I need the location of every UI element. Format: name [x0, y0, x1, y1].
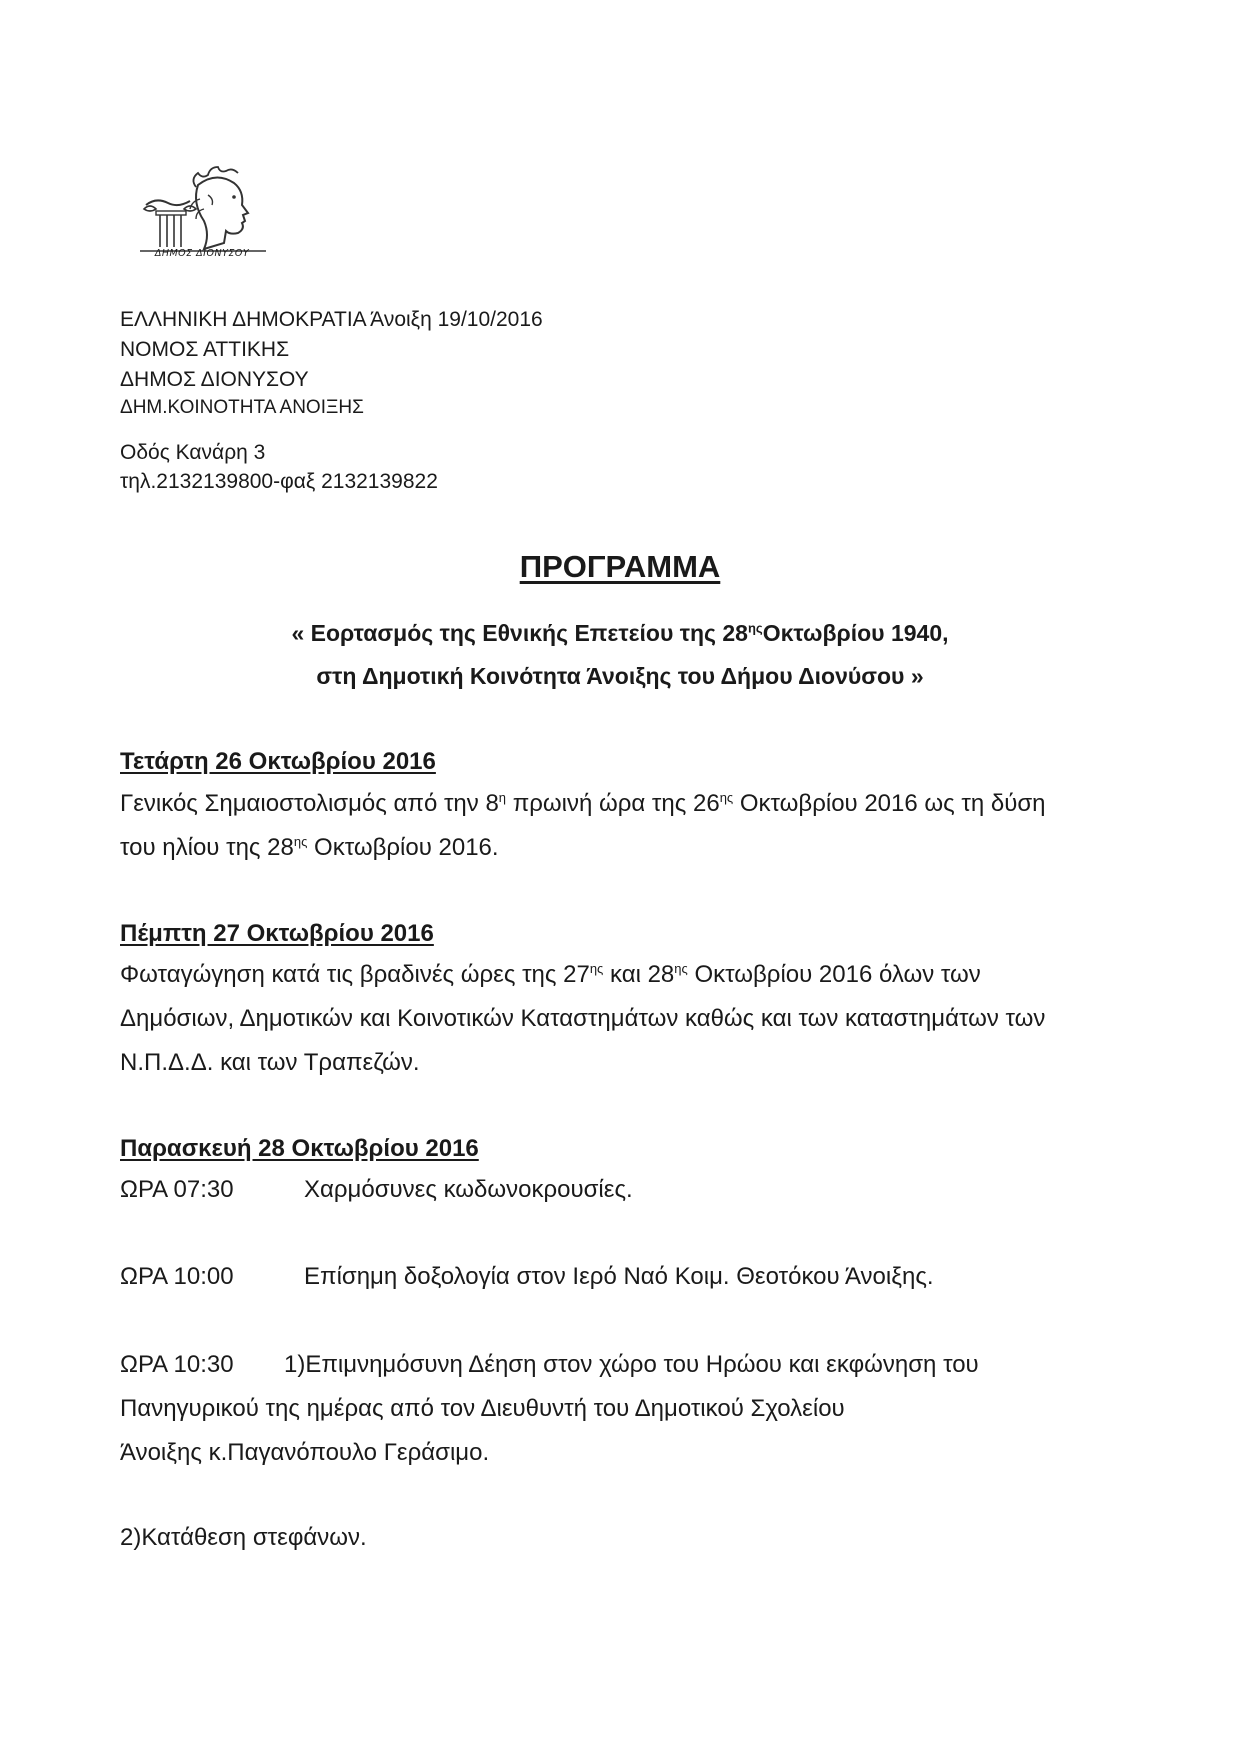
day2-t3: Οκτωβρίου 2016 όλων των [687, 961, 981, 988]
event3-time: ΩΡΑ 10:30 [120, 1351, 234, 1378]
event1-time: ΩΡΑ 07:30 [120, 1176, 234, 1203]
page-title: ΠΡΟΓΡΑΜΜΑ [519, 549, 721, 584]
day2-line3: Ν.Π.Δ.Δ. και των Τραπεζών. [120, 1049, 420, 1076]
day3-event-2 [120, 1255, 1100, 1299]
day2-s1: ης [589, 961, 604, 976]
header-line-4: ΔΗΜ.ΚΟΙΝΟΤΗΤΑ ΑΝΟΙΞΗΣ [120, 397, 364, 418]
day3-event-1 [120, 1168, 1100, 1212]
event2-text: Επίσημη δοξολογία στον Ιερό Ναό Κοιμ. Θεοτόκου Άνοιξης. [304, 1263, 934, 1290]
day2-text [120, 953, 1100, 1085]
subtitle-line-1 [0, 620, 1240, 647]
day1-t2: πρωινή ώρα της 26 [506, 790, 720, 817]
day2-t2: και 28 [603, 961, 675, 988]
day1-t3: Οκτωβρίου 2016 ως τη δύση [733, 790, 1046, 817]
logo-caption: ΔΗΜΟΣ ΔΙΟΝΥΣΟΥ [154, 248, 250, 259]
header-phone: τηλ.2132139800-φαξ 2132139822 [120, 470, 438, 493]
header-address: Οδός Κανάρη 3 [120, 441, 266, 464]
day1-text [120, 782, 1100, 870]
day1-heading: Τετάρτη 26 Οκτωβρίου 2016 [120, 748, 436, 775]
event3-text: 1)Επιμνημόσυνη Δέηση στον χώρο του Ηρώου και εκφώνηση του [284, 1351, 979, 1378]
day2-line2: Δημόσιων, Δημοτικών και Κοινοτικών Καταστημάτων καθώς και των καταστημάτων των [120, 1005, 1046, 1032]
day3-event-3 [120, 1343, 1100, 1475]
event3-line2: Πανηγυρικού της ημέρας από τον Διευθυντή του Δημοτικού Σχολείου [120, 1395, 845, 1422]
subtitle-sup: ης [747, 620, 763, 636]
day3-event-4 [120, 1516, 1100, 1560]
day2-heading: Πέμπτη 27 Οκτωβρίου 2016 [120, 920, 434, 947]
subtitle-text-b: Οκτωβρίου 1940, [762, 620, 949, 646]
day2-t1: Φωταγώγηση κατά τις βραδινές ώρες της 27 [120, 961, 590, 988]
subtitle-line-2: στη Δημοτική Κοινότητα Άνοιξης του Δήμου Διονύσου » [316, 663, 924, 689]
header-line-2: ΝΟΜΟΣ ΑΤΤΙΚΗΣ [120, 338, 290, 361]
event3-line3: Άνοιξης κ.Παγανόπουλο Γεράσιμο. [120, 1439, 490, 1466]
header-line-3: ΔΗΜΟΣ ΔΙΟΝΥΣΟΥ [120, 368, 309, 391]
subtitle-text-a: « Εορτασμός της Εθνικής Επετείου της 28 [291, 620, 748, 646]
day1-t5: Οκτωβρίου 2016. [307, 834, 499, 861]
header-line-1: ΕΛΛΗΝΙΚΗ ΔΗΜΟΚΡΑΤΙΑ Άνοιξη 19/10/2016 [120, 308, 543, 331]
day1-s2: ης [719, 790, 734, 805]
event2-time: ΩΡΑ 10:00 [120, 1263, 234, 1290]
day1-s3: ης [293, 834, 308, 849]
day2-s2: ης [674, 961, 688, 976]
day1-t4: του ηλίου της 28 [120, 834, 294, 861]
day3-heading: Παρασκευή 28 Οκτωβρίου 2016 [120, 1135, 479, 1162]
event1-text: Χαρμόσυνες κωδωνοκρουσίες. [304, 1176, 633, 1203]
event4-text: 2)Κατάθεση στεφάνων. [120, 1524, 367, 1551]
day1-t1: Γενικός Σημαιοστολισμός από την 8 [120, 790, 499, 817]
day1-s1: η [498, 790, 507, 805]
